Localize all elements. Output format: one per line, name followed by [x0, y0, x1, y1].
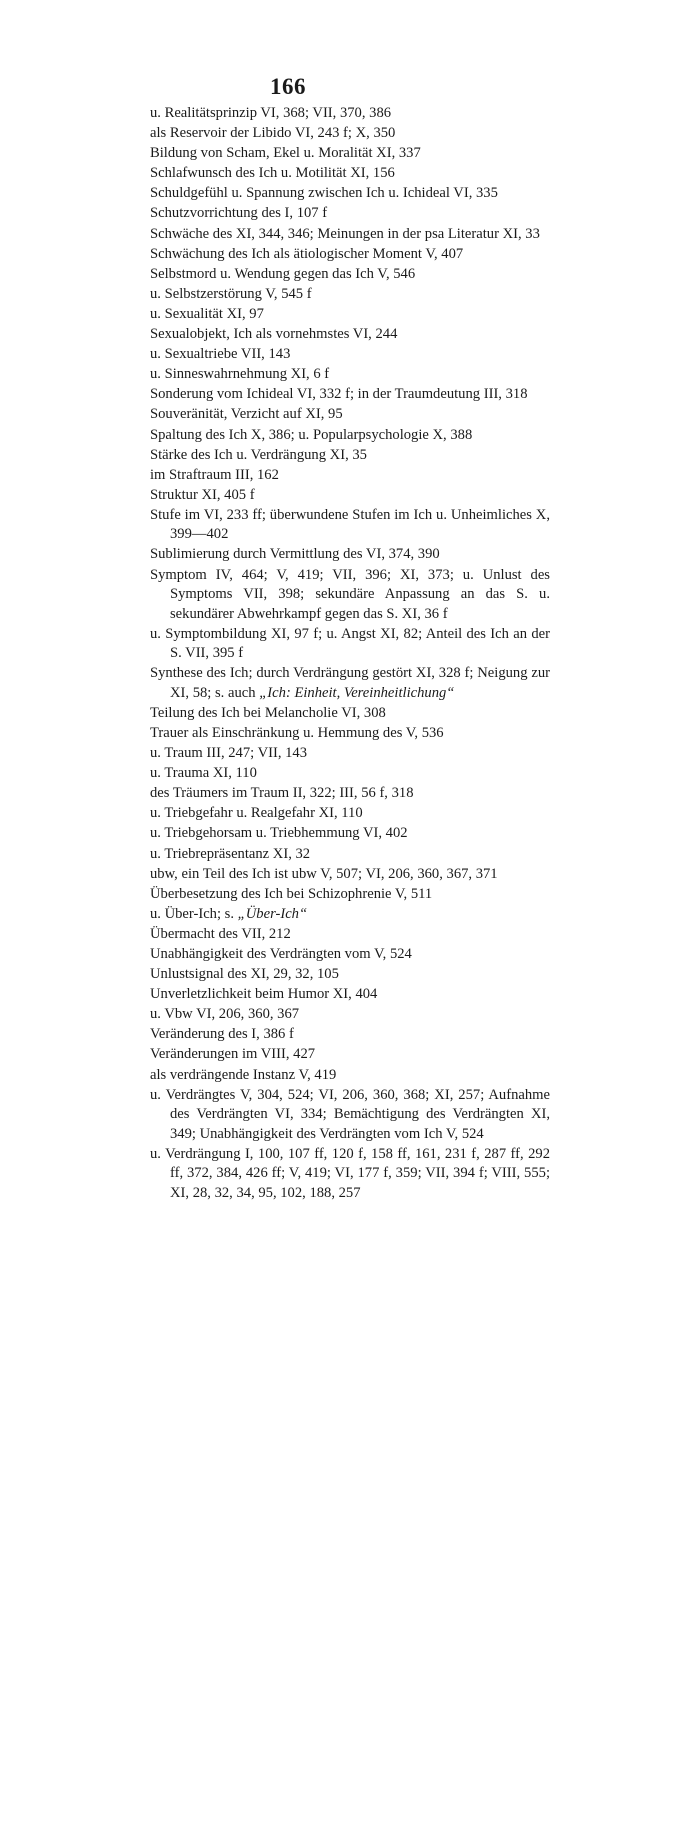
index-entry: u. Realitätsprinzip VI, 368; VII, 370, 386	[150, 105, 392, 121]
index-entry: Spaltung des Ich X, 386; u. Popularpsychologie X, 388	[150, 426, 473, 443]
index-entry: u. Traum III, 247; VII, 143	[150, 745, 308, 762]
page-number: 166	[270, 74, 306, 99]
index-entry: Schuldgefühl u. Spannung zwischen Ich u. Ichideal VI, 335	[150, 185, 498, 202]
index-entry	[150, 905, 550, 925]
index-entry: Teilung des Ich bei Melancholie VI, 308	[150, 704, 386, 721]
index-entry: Schwächung des Ich als ätiologischer Moment V, 407	[150, 245, 464, 262]
index-entry: Sonderung vom Ichideal VI, 332 f; in der Traumdeutung III, 318	[150, 386, 528, 403]
index-entry: Struktur XI, 405 f	[150, 486, 255, 503]
index-entry: u. Selbstzerstörung V, 545 f	[150, 285, 312, 302]
index-entry: Unlustsignal des XI, 29, 32, 105	[150, 966, 339, 983]
index-entry-list	[150, 104, 550, 1204]
index-entry: u. Verdrängung I, 100, 107 ff, 120 f, 158 ff, 161, 231 f, 287 ff, 292 ff, 372, 384, 426 ff; V, 419; VI, 177 f, 359; VII, 394 f; VIII, 555; XI, 28, 32, 34, 95, 102, 188, 257	[150, 1145, 550, 1201]
index-entry: ubw, ein Teil des Ich ist ubw V, 507; VI, 206, 360, 367, 371	[150, 865, 498, 882]
cross-reference: „Ich: Einheit, Vereinheitlichung“	[259, 684, 455, 701]
index-entry: Souveränität, Verzicht auf XI, 95	[150, 406, 343, 423]
index-entry: u. Verdrängtes V, 304, 524; VI, 206, 360, 368; XI, 257; Aufnahme des Verdrängten VI, 334; Bemächtigung des Verdrängten XI, 349; Unabhängigkeit des Verdrängten vom Ich V, 524	[150, 1086, 550, 1142]
index-entry: Selbstmord u. Wendung gegen das Ich V, 546	[150, 265, 416, 282]
cross-reference: „Über-Ich“	[237, 905, 308, 922]
index-entry: als verdrängende Instanz V, 419	[150, 1066, 337, 1083]
index-entry: u. Triebgefahr u. Realgefahr XI, 110	[150, 805, 363, 822]
index-entry: Sublimierung durch Vermittlung des VI, 374, 390	[150, 546, 440, 563]
index-entry: Veränderung des I, 386 f	[150, 1026, 294, 1043]
index-entry: Schwäche des XI, 344, 346; Meinungen in der psa Literatur XI, 33	[150, 225, 540, 242]
index-entry: Schutzvorrichtung des I, 107 f	[150, 205, 328, 222]
index-entry: Trauer als Einschränkung u. Hemmung des V, 536	[150, 724, 444, 741]
index-entry: Überbesetzung des Ich bei Schizophrenie V, 511	[150, 885, 433, 902]
index-entry: u. Vbw VI, 206, 360, 367	[150, 1006, 300, 1023]
index-entry: des Träumers im Traum II, 322; III, 56 f, 318	[150, 785, 414, 802]
index-entry: Stufe im VI, 233 ff; überwundene Stufen im Ich u. Unheimliches X, 399—402	[150, 506, 550, 543]
index-entry: Symptom IV, 464; V, 419; VII, 396; XI, 373; u. Unlust des Symptoms VII, 398; sekundäre Anpassung an das S. u. sekundärer Abwehrkampf gegen das S. XI, 36 f	[150, 566, 550, 622]
index-entry: Sexualobjekt, Ich als vornehmstes VI, 244	[150, 326, 398, 343]
index-entry: als Reservoir der Libido VI, 243 f; X, 350	[150, 125, 396, 142]
index-entry: Unabhängigkeit des Verdrängten vom V, 524	[150, 945, 412, 962]
index-entry: u. Sexualtriebe VII, 143	[150, 346, 291, 363]
index-entry: Veränderungen im VIII, 427	[150, 1046, 316, 1063]
index-entry: im Straftraum III, 162	[150, 466, 279, 483]
index-entry: Bildung von Scham, Ekel u. Moralität XI, 337	[150, 145, 421, 162]
index-entry: u. Triebrepräsentanz XI, 32	[150, 845, 311, 862]
index-entry: u. Symptombildung XI, 97 f; u. Angst XI, 82; Anteil des Ich an der S. VII, 395 f	[150, 625, 550, 662]
index-entry	[150, 664, 550, 703]
index-entry: Stärke des Ich u. Verdrängung XI, 35	[150, 446, 367, 463]
index-entry: u. Trauma XI, 110	[150, 765, 257, 782]
index-entry: u. Sinneswahrnehmung XI, 6 f	[150, 366, 330, 383]
index-entry: Unverletzlichkeit beim Humor XI, 404	[150, 986, 378, 1003]
index-entry: Schlafwunsch des Ich u. Motilität XI, 156	[150, 165, 395, 182]
index-entry-text: u. Über-Ich; s.	[150, 905, 234, 922]
index-entry: u. Triebgehorsam u. Triebhemmung VI, 402	[150, 825, 408, 842]
index-entry: Übermacht des VII, 212	[150, 925, 291, 942]
index-entry-text: Synthese des Ich; durch Verdrängung gestört XI, 328 f; Neigung zur XI, 58; s. auch	[150, 665, 550, 701]
index-entry: u. Sexualität XI, 97	[150, 305, 264, 322]
